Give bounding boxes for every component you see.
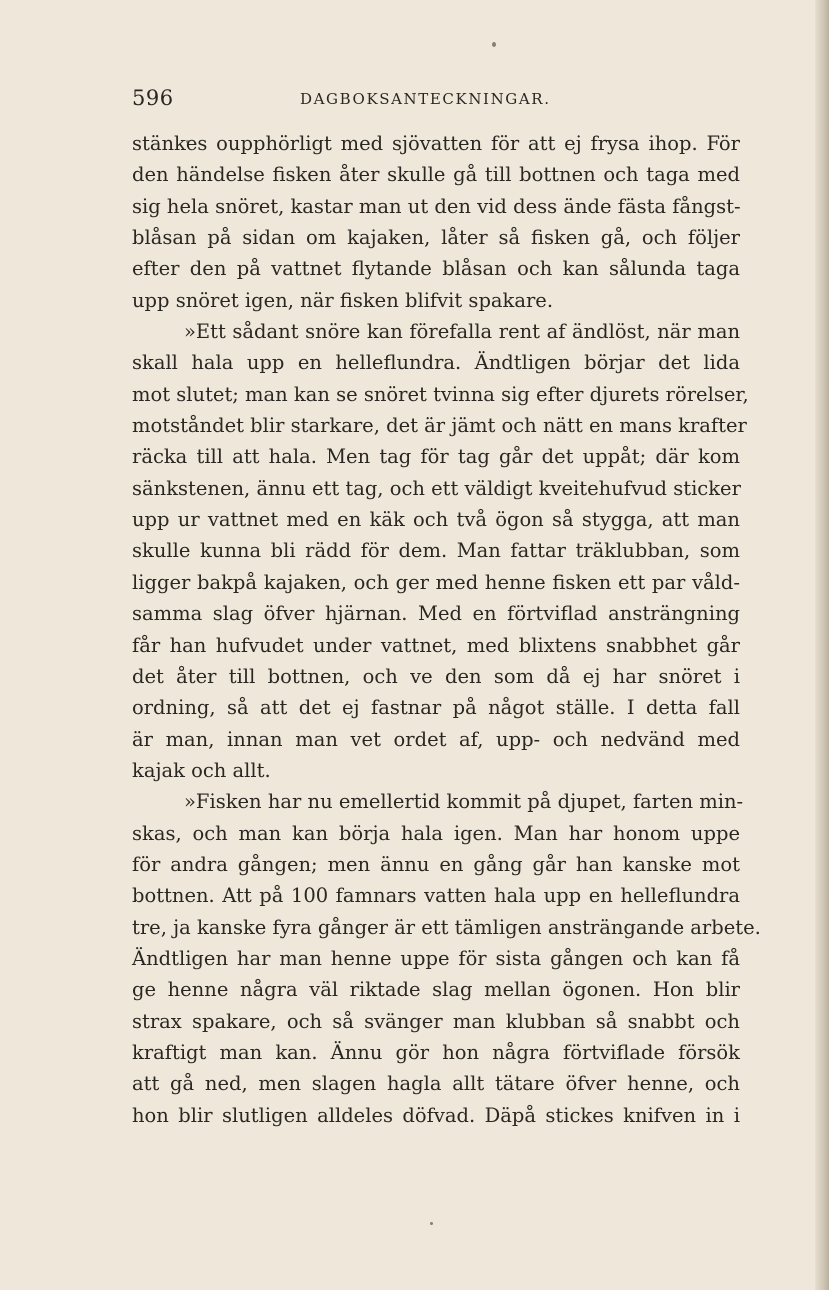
paper-speck [492,42,496,47]
text-line: att gå ned, men slagen hagla allt tätare öfver henne, och [132,1072,740,1096]
text-line: samma slag öfver hjärnan. Med en förtviflad ansträngning [132,602,740,626]
text-line: för andra gången; men ännu en gång går han kanske mot [132,852,740,876]
text-line: skulle kunna bli rädd för dem. Man fattar träklubban, som [132,539,740,563]
text-line: den händelse fisken åter skulle gå till bottnen och taga med [132,163,740,187]
text-line: motståndet blir starkare, det är jämt och nätt en mans krafter [132,414,747,438]
text-line: stänkes oupphörligt med sjövatten för att ej frysa ihop. För [132,132,740,155]
text-line: det åter till bottnen, och ve den som då ej har snöret i [132,664,740,688]
text-line: efter den på vattnet flytande blåsan och kan sålunda taga [132,257,740,281]
text-line: räcka till att hala. Men tag för tag går det uppåt; där kom [132,445,740,469]
text-line: kraftigt man kan. Ännu gör hon några förtviflade försök [132,1040,740,1064]
text-line: ligger bakpå kajaken, och ger med henne fisken ett par våld- [132,570,740,594]
text-line: sänkstenen, ännu ett tag, och ett väldigt kveitehufvud sticker [132,476,741,500]
text-line: bottnen. Att på 100 famnars vatten hala upp en helleflundra [132,884,740,908]
paper-speck [430,1222,433,1225]
text-line: hon blir slutligen alldeles döfvad. Däpå stickes knifven in i [132,1103,740,1127]
text-line: Ändtligen har man henne uppe för sista gången och kan få [132,946,740,970]
text-line: blåsan på sidan om kajaken, låter så fisken gå, och följer [132,226,740,250]
text-line: ordning, så att det ej fastnar på något ställe. I detta fall [132,696,740,720]
text-line: ge henne några väl riktade slag mellan ögonen. Hon blir [132,978,740,1002]
text-line: »Ett sådant snöre kan förefalla rent af ändlöst, när man [184,320,740,344]
text-line: »Fisken har nu emellertid kommit på djupet, farten min- [184,790,744,814]
text-line: skall hala upp en helleflundra. Ändtligen börjar det lida [132,351,740,375]
body-text [132,128,761,1131]
text-line: skas, och man kan börja hala igen. Man har honom uppe [132,821,740,845]
text-line: strax spakare, och så svänger man klubban så snabbt och [132,1009,740,1033]
text-line: sig hela snöret, kastar man ut den vid dess ände fästa fångst- [132,194,741,218]
text-line: kajak och allt. [132,758,271,782]
text-line: mot slutet; man kan se snöret tvinna sig efter djurets rörelser, [132,382,749,406]
text-line: är man, innan man vet ordet af, upp- och nedvänd med [132,727,740,751]
text-line: upp ur vattnet med en käk och två ögon så stygga, att man [132,508,740,532]
page-edge-shadow [815,0,829,1290]
running-head [132,86,740,114]
running-title: DAGBOKSANTECKNINGAR. [300,90,551,108]
text-line: upp snöret igen, när fisken blifvit spakare. [132,288,554,312]
text-line: får han hufvudet under vattnet, med blixtens snabbhet går [132,633,740,657]
page-number: 596 [132,86,174,110]
text-line: tre, ja kanske fyra gånger är ett tämligen ansträngande arbete. [132,915,761,939]
